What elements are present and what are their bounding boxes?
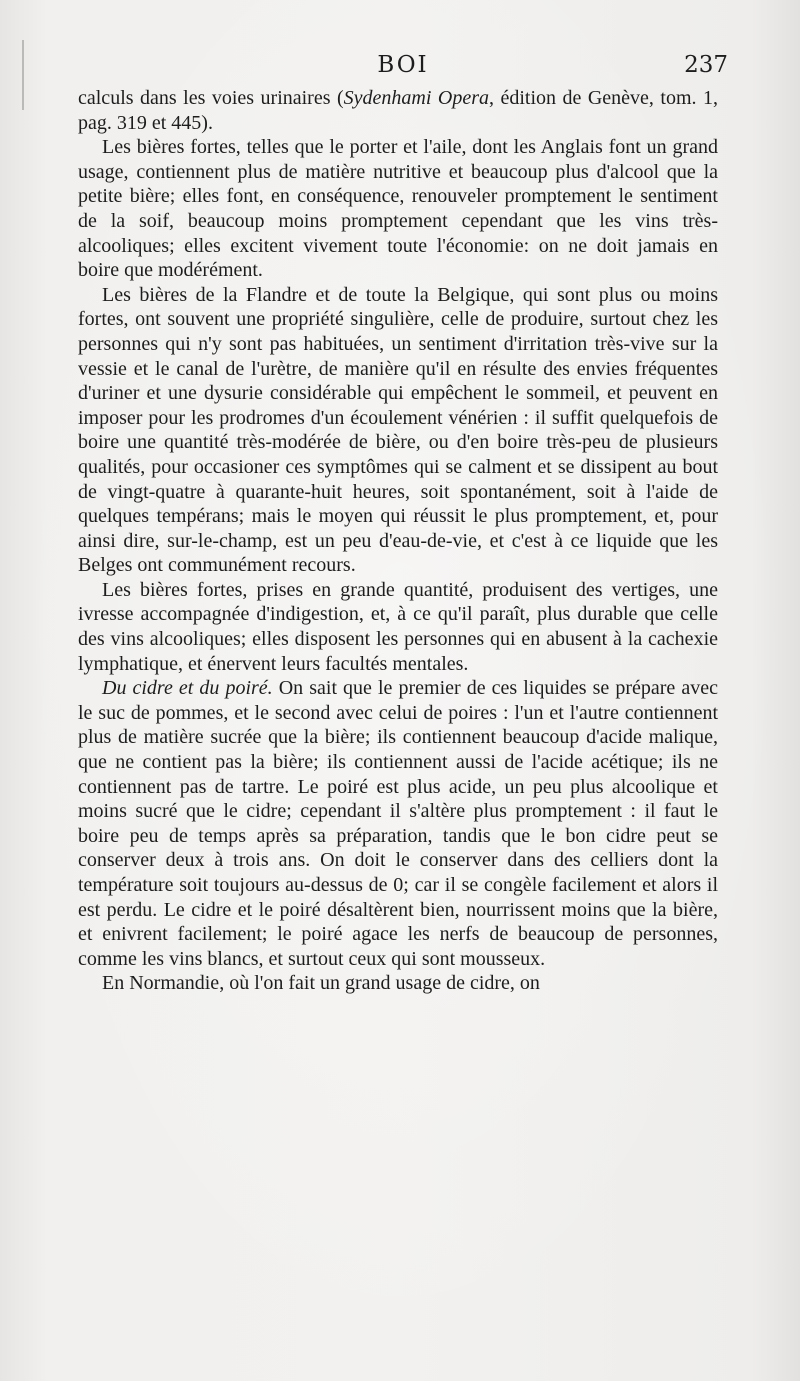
page-number: 237 (684, 52, 728, 78)
paragraph-normandy: En Normandie, où l'on fait un grand usage de cidre, on (102, 972, 540, 995)
running-title: BOI (377, 52, 429, 78)
citation-title: Sydenhami Opera (343, 87, 489, 109)
body-text (78, 86, 718, 996)
paragraph-continuation: calculs dans les voies urinaires (Sydenhami Opera, édition de Genève, tom. 1, pag. 319 et 445). (78, 87, 718, 134)
section-heading: Du cidre et du poiré. (102, 677, 273, 700)
binding-edge-line (22, 40, 24, 110)
paragraph-strong-beers: Les bières fortes, telles que le porter et l'aile, dont les Anglais font un grand usage, contiennent plus de matière nutritive et beaucoup plus d'alcool que la petite bière; elles font, en conséquence, renouveler promptement le sentiment de la soif, beaucoup moins promptement cependant que les vins très-alcooliques; elles excitent vivement toute l'économie: on ne doit jamais en boire que modérément. (78, 136, 718, 282)
page-header (78, 52, 728, 86)
paragraph-flanders-beers: Les bières de la Flandre et de toute la Belgique, qui sont plus ou moins fortes, ont souvent une propriété singulière, celle de produire, surtout chez les personnes qui n'y sont pas habituées, un sentiment d'irritation très-vive sur la vessie et le canal de l'urètre, de manière qu'il en résulte des envies fréquentes d'uriner et une dysurie considérable qui empêchent le sommeil, et peuvent en imposer pour les prodromes d'un écoulement vénérien : il suffit quelquefois de boire une quantité très-modérée de bière, ou d'en boire très-peu de plusieurs qualités, pour occasioner ces symptômes qui se calment et se dissipent au bout de vingt-quatre à quarante-huit heures, soit spontanément, soit à l'aide de quelques tempérans; mais le moyen qui réussit le plus promptement, et, pour ainsi dire, sur-le-champ, est un peu d'eau-de-vie, et c'est à ce liquide que les Belges ont communément recours. (78, 283, 718, 577)
paragraph-cider-perry: Du cidre et du poiré. On sait que le premier de ces liquides se prépare avec le suc de pommes, et le second avec celui de poires : l'un et l'autre contiennent plus de matière sucrée que la bière; ils contiennent beaucoup d'acide malique, que ne contient pas la bière; ils contiennent aussi de l'acide acétique; ils ne contiennent pas de tartre. Le poiré est plus acide, un peu plus alcoolique et moins sucré que le cidre; cependant il s'altère plus promptement : il faut le boire peu de temps après sa préparation, tandis que le bon cidre peut se conserver deux à trois ans. On doit le conserver dans des celliers dont la température soit toujours au-dessus de 0; car il se congèle facilement et alors il est perdu. Le cidre et le poiré désaltèrent bien, nourrissent moins que la bière, et enivrent facilement; le poiré agace les nerfs de beaucoup de personnes, comme les vins blancs, et surtout ceux qui sont mousseux. (78, 677, 718, 970)
paragraph-strong-beers-effects: Les bières fortes, prises en grande quantité, produisent des vertiges, une ivresse accompagnée d'indigestion, et, à ce qu'il paraît, plus durable que celle des vins alcooliques; elles disposent les personnes qui en abusent à la cachexie lymphatique, et énervent leurs facultés mentales. (78, 578, 718, 675)
